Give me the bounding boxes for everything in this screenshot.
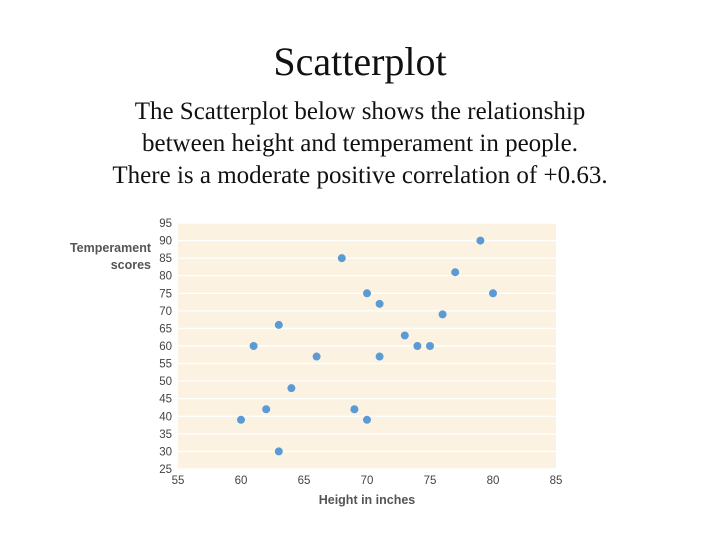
body-line-2: between height and temperament in people.	[142, 130, 578, 157]
data-point	[413, 342, 421, 350]
data-point	[250, 342, 258, 350]
body-line-3: There is a moderate positive correlation of +0.63.	[112, 162, 608, 189]
data-point	[275, 321, 283, 329]
y-tick-label: 65	[159, 323, 172, 336]
y-tick-label: 85	[159, 253, 172, 266]
x-tick-label: 55	[171, 475, 185, 487]
y-tick-label: 55	[159, 358, 172, 371]
y-tick-label: 90	[159, 235, 172, 248]
data-point	[376, 300, 384, 308]
y-tick-label: 50	[159, 376, 172, 389]
data-point	[313, 353, 321, 361]
slide-title: Scatterplot	[273, 39, 447, 84]
data-point	[338, 254, 346, 262]
y-tick-label: 95	[159, 218, 172, 230]
y-axis-label-line-2: scores	[110, 258, 151, 272]
y-tick-label: 45	[159, 393, 172, 406]
x-tick-label: 75	[423, 475, 437, 487]
x-tick-label: 80	[486, 475, 500, 487]
y-tick-label: 75	[159, 288, 172, 301]
x-tick-label: 60	[234, 475, 248, 487]
y-tick-label: 80	[159, 270, 172, 283]
y-tick-label: 60	[159, 341, 172, 353]
data-point	[439, 310, 447, 318]
data-point	[451, 268, 459, 276]
y-tick-label: 25	[159, 464, 172, 476]
y-tick-label: 35	[159, 428, 172, 441]
x-tick-label: 85	[549, 475, 563, 487]
y-tick-label: 30	[159, 446, 172, 459]
data-point	[489, 289, 497, 297]
y-axis-label-line-1: Temperament	[69, 241, 151, 255]
data-point	[287, 384, 295, 392]
data-point	[363, 416, 371, 424]
y-tick-label: 70	[159, 305, 172, 318]
x-axis-label: Height in inches	[318, 493, 416, 507]
data-point	[401, 331, 409, 339]
x-tick-label: 65	[297, 475, 311, 487]
data-point	[363, 289, 371, 297]
x-tick-labels	[172, 475, 563, 487]
data-point	[426, 342, 434, 350]
data-point	[350, 405, 358, 413]
data-point	[275, 447, 283, 455]
y-tick-labels	[159, 218, 172, 476]
data-point	[376, 353, 384, 361]
y-tick-label: 40	[159, 411, 172, 424]
data-point	[476, 237, 484, 245]
body-line-1: The Scatterplot below shows the relationship	[134, 98, 586, 125]
x-tick-label: 70	[360, 475, 374, 487]
data-point	[262, 405, 270, 413]
data-point	[237, 416, 245, 424]
